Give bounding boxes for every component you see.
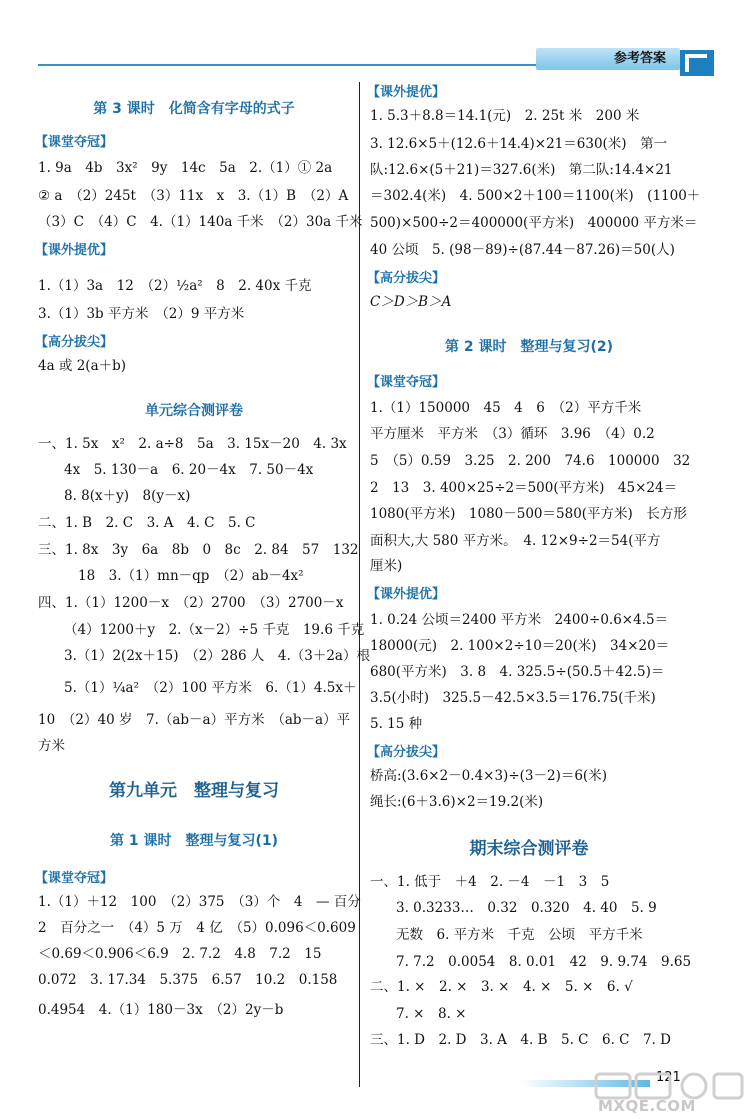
answer-line: 1.（1）3a 12 （2）½a² 8 2. 40x 千克 bbox=[38, 278, 312, 294]
answer-line: 2 13 3. 400×25÷2＝500(平方米) 45×24＝ bbox=[370, 480, 678, 496]
answer-line: 10 （2）40 岁 7.（ab－a）平方米 （ab－a）平 bbox=[38, 712, 351, 728]
lesson2-kewai-tag: 【课外提优】 bbox=[367, 587, 446, 602]
lesson2-gaofen-tag: 【高分拔尖】 bbox=[367, 745, 446, 760]
answer-line: 18 3.（1）mn－qp （2）ab－4x² bbox=[78, 568, 304, 584]
watermark-logo-icon bbox=[590, 1070, 748, 1100]
answer-line: 厘米) bbox=[370, 558, 403, 574]
column-divider bbox=[359, 82, 360, 1087]
answer-line: ＝302.4(米) 4. 500×2＋100＝1100(米) (1100＋ bbox=[370, 188, 701, 204]
unit-test-title: 单元综合测评卷 bbox=[145, 403, 243, 419]
answer-line: 500)×500÷2＝400000(平方米) 400000 平方米＝ bbox=[370, 215, 698, 231]
answer-line: 1. 9a 4b 3x² 9y 14c 5a 2.（1）① 2a bbox=[38, 160, 333, 176]
lesson3-title: 第 3 课时 化简含有字母的式子 bbox=[93, 101, 295, 117]
watermark-text: MXQE.COM bbox=[598, 1097, 696, 1115]
lesson1-title: 第 1 课时 整理与复习(1) bbox=[109, 833, 279, 849]
lesson3-kewai-tag: 【课外提优】 bbox=[35, 243, 114, 258]
answer-line: 1.（1）150000 45 4 6 （2）平方千米 bbox=[370, 400, 642, 416]
answer-line: 5.（1）¼a² （2）100 平方米 6.（1）4.5x＋ bbox=[64, 680, 357, 696]
lesson2-title: 第 2 课时 整理与复习(2) bbox=[444, 339, 614, 355]
lesson1-ketang-tag: 【课堂夺冠】 bbox=[35, 871, 114, 886]
answer-line: 桥高:(3.6×2－0.4×3)÷(3－2)＝6(米) bbox=[370, 768, 607, 784]
answer-line: 3.（1）3b 平方米 （2）9 平方米 bbox=[38, 306, 245, 322]
answer-line: 40 公顷 5. (98－89)÷(87.44－87.26)＝50(人) bbox=[370, 242, 675, 258]
answer-line: 4a 或 2(a＋b) bbox=[38, 358, 127, 374]
answer-line: 面积大,大 580 平方米。 4. 12×9÷2＝54(平方 bbox=[370, 533, 661, 549]
answer-line: 18000(元) 2. 100×2÷10＝20(米) 34×20＝ bbox=[370, 638, 670, 654]
answer-line: 3. 12.6×5＋(12.6＋14.4)×21＝630(米) 第一 bbox=[370, 136, 668, 152]
answer-line: 4x 5. 130－a 6. 20－4x 7. 50－4x bbox=[64, 462, 314, 478]
lesson3-ketang-tag: 【课堂夺冠】 bbox=[35, 135, 114, 150]
answer-line: ＜0.69＜0.906＜6.9 2. 7.2 4.8 7.2 15 bbox=[38, 946, 322, 962]
header-rule bbox=[38, 64, 538, 66]
answer-line: 2 百分之一 （4）5 万 4 亿 （5）0.096＜0.609 bbox=[38, 920, 356, 936]
answer-line: （3）C （4）C 4.（1）140a 千米 （2）30a 千米 bbox=[38, 214, 363, 230]
answer-line: 1080(平方米) 1080－500＝580(平方米) 长方形 bbox=[370, 506, 687, 522]
page-number: 121 bbox=[656, 1070, 681, 1085]
lesson2-ketang-tag: 【课堂夺冠】 bbox=[367, 375, 446, 390]
answer-line: 二、1. B 2. C 3. A 4. C 5. C bbox=[38, 515, 256, 531]
answer-line: 无数 6. 平方米 千克 公顷 平方千米 bbox=[396, 927, 643, 943]
answer-line: 四、1.（1）1200－x （2）2700 （3）2700－x bbox=[38, 595, 344, 611]
answer-line: 0.4954 4.（1）180－3x （2）2y－b bbox=[38, 1002, 284, 1018]
answer-line: 680(平方米) 3. 8 4. 325.5÷(50.5＋42.5)＝ bbox=[370, 664, 665, 680]
answer-line: 1.（1）＋12 100 （2）375 （3）个 4 — 百分 bbox=[38, 894, 361, 910]
answer-line: 3. 0.3233… 0.32 0.320 4. 40 5. 9 bbox=[396, 900, 657, 916]
header-tab-label: 参考答案 bbox=[613, 51, 666, 66]
answer-line: 三、1. D 2. D 3. A 4. B 5. C 6. C 7. D bbox=[370, 1032, 672, 1048]
answer-line: 7. × 8. × bbox=[396, 1006, 467, 1022]
lesson3-gaofen-tag: 【高分拔尖】 bbox=[35, 335, 114, 350]
answer-line: 三、1. 8x 3y 6a 8b 0 8c 2. 84 57 132 bbox=[38, 542, 359, 558]
answer-line: （4）1200＋y 2.（x－2）÷5 千克 19.6 千克 bbox=[64, 622, 365, 638]
answer-line: C＞D＞B＞A bbox=[370, 294, 452, 310]
answer-line: 队:12.6×(5＋21)＝327.6(米) 第二队:14.4×21 bbox=[370, 162, 673, 178]
answer-line: 0.072 3. 17.34 5.375 6.57 10.2 0.158 bbox=[38, 972, 338, 988]
unit9-title: 第九单元 整理与复习 bbox=[109, 781, 279, 801]
answer-line: 1. 0.24 公顷＝2400 平方米 2400÷0.6×4.5＝ bbox=[370, 612, 669, 628]
answer-line: 一、1. 5x x² 2. a÷8 5a 3. 15x－20 4. 3x bbox=[38, 436, 347, 452]
answer-line: ② a （2）245t （3）11x x 3.（1）B （2）A bbox=[38, 188, 349, 204]
gaofen-tag: 【高分拔尖】 bbox=[367, 271, 446, 286]
answer-line: 二、1. × 2. × 3. × 4. × 5. × 6. √ bbox=[370, 979, 633, 995]
final-test-title: 期末综合测评卷 bbox=[469, 839, 589, 859]
corner-bracket-icon bbox=[678, 48, 716, 78]
answer-line: 8. 8(x＋y) 8(y－x) bbox=[64, 488, 191, 504]
answer-line: 平方厘米 平方米 （3）循环 3.96 （4）0.2 bbox=[370, 426, 655, 442]
header-tab bbox=[536, 48, 680, 70]
answer-line: 3.5(小时) 325.5－42.5×3.5＝176.75(千米) bbox=[370, 690, 656, 706]
answer-line: 5. 15 种 bbox=[370, 716, 423, 732]
watermark bbox=[590, 1070, 748, 1116]
answer-line: 7. 7.2 0.0054 8. 0.01 42 9. 9.74 9.65 bbox=[396, 954, 692, 970]
answer-line: 1. 5.3＋8.8＝14.1(元) 2. 25t 米 200 米 bbox=[370, 108, 640, 124]
answer-line: 3.（1）2(2x＋15) （2）286 人 4.（3＋2a）根 bbox=[64, 648, 370, 664]
answer-line: 5 （5）0.59 3.25 2. 200 74.6 100000 32 bbox=[370, 453, 691, 469]
answer-line: 绳长:(6＋3.6)×2＝19.2(米) bbox=[370, 794, 544, 810]
answer-line: 一、1. 低于 ＋4 2. －4 －1 3 5 bbox=[370, 874, 610, 890]
answer-line: 方米 bbox=[38, 738, 65, 754]
kewai-tag: 【课外提优】 bbox=[367, 85, 446, 100]
